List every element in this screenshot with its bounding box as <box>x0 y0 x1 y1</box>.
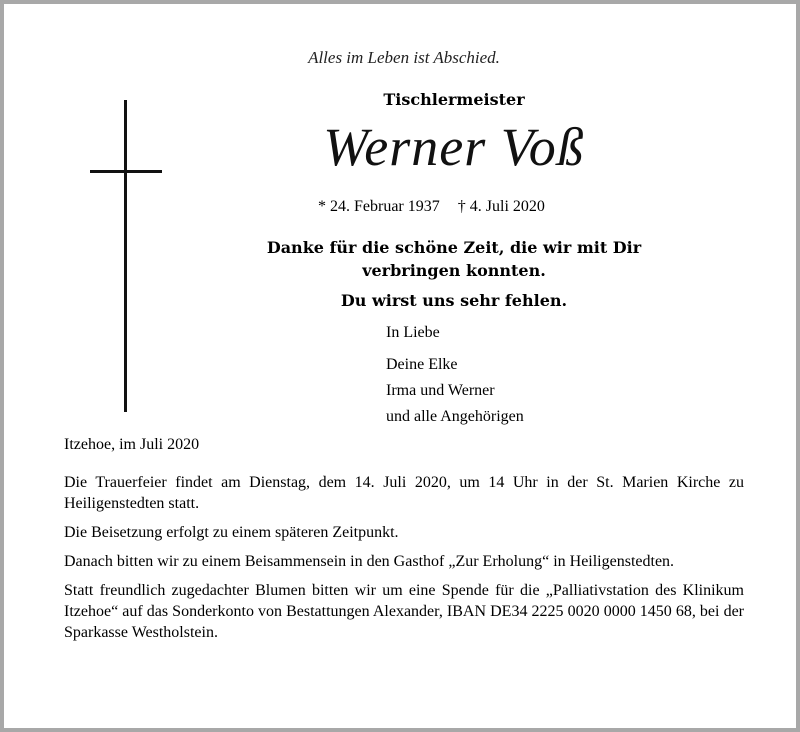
details-text <box>64 472 744 651</box>
paragraph-gathering: Danach bitten wir zu einem Beisammensein in den Gasthof „Zur Erholung“ in Heiligenstedten. <box>64 553 675 570</box>
life-dates <box>318 198 545 216</box>
motto: Alles im Leben ist Abschied. <box>308 48 500 67</box>
profession: Tischlermeister <box>383 90 525 109</box>
signoff <box>386 320 524 430</box>
paragraph-funeral: Die Trauerfeier findet am Dienstag, dem 14. Juli 2020, um 14 Uhr in der St. Marien Kirche zu Heiligenstedten statt. <box>64 474 744 512</box>
paragraph-donation: Statt freundlich zugedachter Blumen bitten wir um eine Spende für die „Palliativstation des Klinikum Itzehoe“ auf das Sonderkonto von Bestattungen Alexander, IBAN DE34 2225 0020 0000 1450 68, bei der Sparkasse Westholstein. <box>64 582 744 641</box>
death-date: † 4. Juli 2020 <box>457 198 545 215</box>
signoff-line: Irma und Werner <box>386 382 495 399</box>
signoff-line: und alle Angehörigen <box>386 408 524 425</box>
place-date: Itzehoe, im Juli 2020 <box>64 436 200 453</box>
paragraph-burial: Die Beisetzung erfolgt zu einem späteren Zeitpunkt. <box>64 524 399 541</box>
signoff-line: In Liebe <box>386 324 440 341</box>
miss-text: Du wirst uns sehr fehlen. <box>340 291 568 310</box>
deceased-name: Werner Voß <box>323 117 585 177</box>
thanks-text: Danke für die schöne Zeit, die wir mit Dir verbringen konnten. <box>266 238 642 280</box>
birth-date: * 24. Februar 1937 <box>318 198 440 215</box>
signoff-line: Deine Elke <box>386 356 458 373</box>
